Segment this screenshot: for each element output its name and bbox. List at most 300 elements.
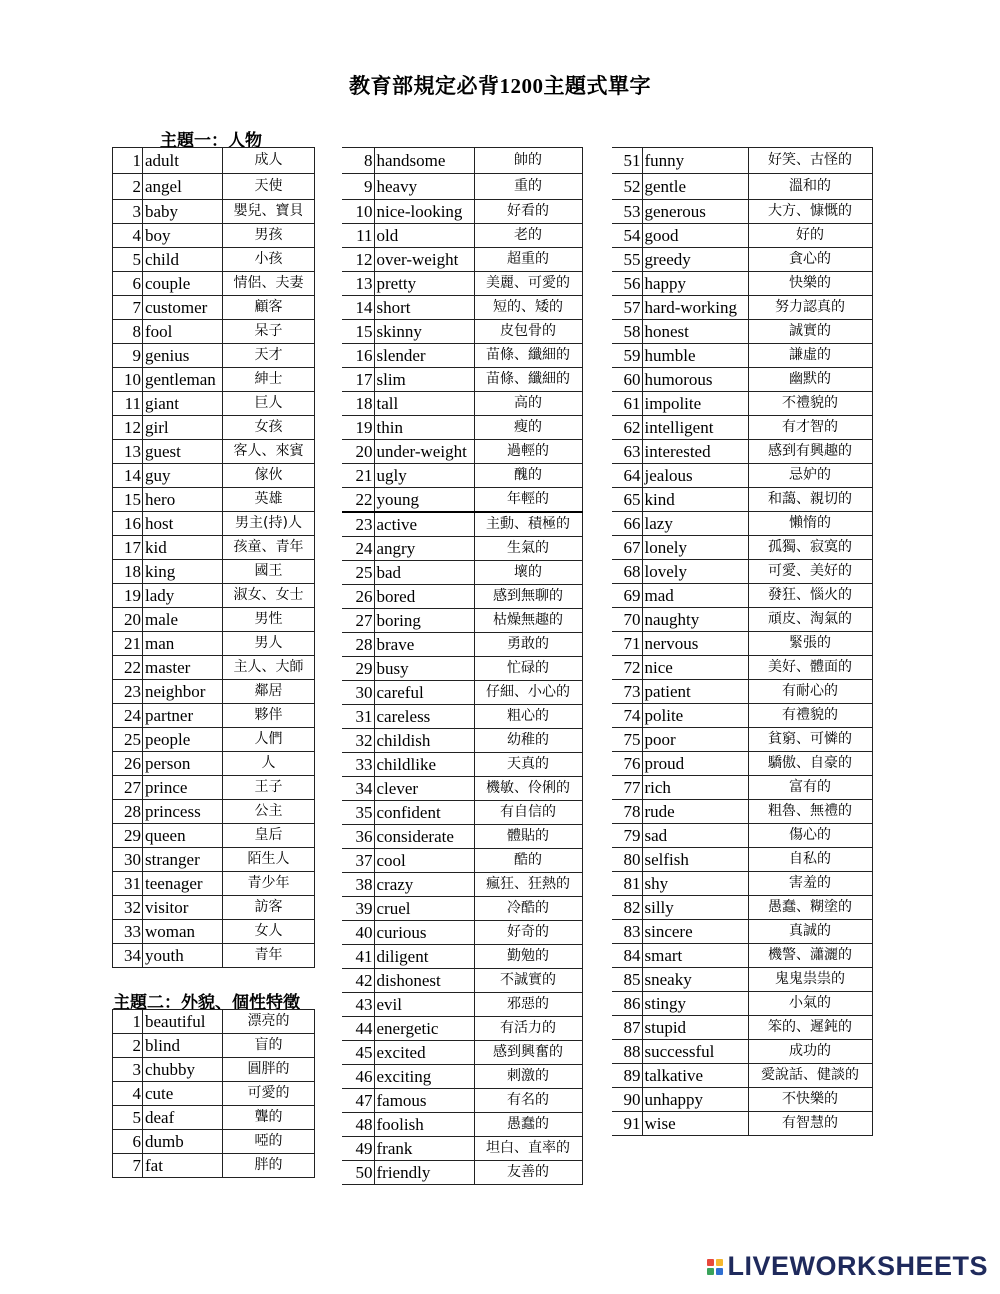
row-number: 20 [342,440,374,464]
row-number: 44 [342,1017,374,1041]
chinese-meaning: 陌生人 [223,848,315,872]
english-word: partner [143,704,223,728]
english-word: guy [143,464,223,488]
row-number: 30 [342,681,374,705]
table-row [612,1112,872,1136]
row-number: 64 [612,464,642,488]
row-number: 14 [342,296,374,320]
table-row [612,1040,872,1064]
row-number: 36 [342,825,374,849]
table-row [342,272,582,296]
english-word: humble [642,344,748,368]
chinese-meaning: 美麗、可愛的 [474,272,582,296]
row-number: 49 [342,1137,374,1161]
english-word: teenager [143,872,223,896]
row-number: 31 [342,705,374,729]
english-word: sad [642,824,748,848]
row-number: 38 [342,873,374,897]
chinese-meaning: 短的、矮的 [474,296,582,320]
chinese-meaning: 不快樂的 [748,1088,872,1112]
logo-square [716,1259,723,1266]
chinese-meaning: 愚蠢、糊塗的 [748,896,872,920]
chinese-meaning: 孤獨、寂寞的 [748,536,872,560]
chinese-meaning: 發狂、惱火的 [748,584,872,608]
english-word: childish [374,729,474,753]
chinese-meaning: 情侶、夫妻 [223,272,315,296]
row-number: 39 [342,897,374,921]
chinese-meaning: 天真的 [474,753,582,777]
english-word: over-weight [374,248,474,272]
table-row [342,248,582,272]
row-number: 22 [342,488,374,513]
english-word: stingy [642,992,748,1016]
english-word: happy [642,272,748,296]
english-word: hard-working [642,296,748,320]
row-number: 30 [113,848,143,872]
chinese-meaning: 有耐心的 [748,680,872,704]
liveworksheets-logo [707,1251,988,1282]
vocab-table-appearance-3 [612,147,873,1136]
chinese-meaning: 皇后 [223,824,315,848]
english-word: talkative [642,1064,748,1088]
english-word: skinny [374,320,474,344]
table-row [612,560,872,584]
english-word: tall [374,392,474,416]
chinese-meaning: 胖的 [223,1154,315,1178]
chinese-meaning: 王子 [223,776,315,800]
chinese-meaning: 可愛的 [223,1082,315,1106]
row-number: 6 [113,272,143,296]
row-number: 42 [342,969,374,993]
row-number: 14 [113,464,143,488]
chinese-meaning: 勇敢的 [474,633,582,657]
row-number: 3 [113,1058,143,1082]
chinese-meaning: 傢伙 [223,464,315,488]
table-row [113,944,315,968]
row-number: 12 [342,248,374,272]
english-word: person [143,752,223,776]
chinese-meaning: 夥伴 [223,704,315,728]
english-word: bored [374,585,474,609]
chinese-meaning: 害羞的 [748,872,872,896]
english-word: jealous [642,464,748,488]
table-row [612,488,872,512]
table-row [612,148,872,174]
chinese-meaning: 驕傲、自豪的 [748,752,872,776]
table-row [612,392,872,416]
table-row [113,320,315,344]
table-row [342,224,582,248]
table-row [342,993,582,1017]
chinese-meaning: 努力認真的 [748,296,872,320]
chinese-meaning: 好看的 [474,200,582,224]
english-word: slender [374,344,474,368]
row-number: 73 [612,680,642,704]
table-row [342,609,582,633]
row-number: 15 [342,320,374,344]
table-row [113,224,315,248]
table-row [612,464,872,488]
table-row [612,1088,872,1112]
chinese-meaning: 冷酷的 [474,897,582,921]
logo-mark-icon [707,1259,723,1275]
chinese-meaning: 友善的 [474,1161,582,1185]
english-word: rude [642,800,748,824]
english-word: childlike [374,753,474,777]
row-number: 35 [342,801,374,825]
row-number: 48 [342,1113,374,1137]
english-word: youth [143,944,223,968]
table-row [113,536,315,560]
table-row [342,368,582,392]
chinese-meaning: 誠實的 [748,320,872,344]
table-row [612,944,872,968]
table-row [342,1017,582,1041]
chinese-meaning: 主動、積極的 [474,512,582,537]
row-number: 63 [612,440,642,464]
row-number: 6 [113,1130,143,1154]
table-row [113,392,315,416]
table-row [113,800,315,824]
chinese-meaning: 粗心的 [474,705,582,729]
vocab-table-appearance-1 [112,1009,315,1178]
chinese-meaning: 好奇的 [474,921,582,945]
english-word: lazy [642,512,748,536]
row-number: 56 [612,272,642,296]
english-word: successful [642,1040,748,1064]
english-word: evil [374,993,474,1017]
chinese-meaning: 幼稚的 [474,729,582,753]
row-number: 61 [612,392,642,416]
chinese-meaning: 有活力的 [474,1017,582,1041]
row-number: 28 [113,800,143,824]
chinese-meaning: 天才 [223,344,315,368]
chinese-meaning: 超重的 [474,248,582,272]
chinese-meaning: 鬼鬼祟祟的 [748,968,872,992]
english-word: handsome [374,148,474,174]
table-row [612,968,872,992]
english-word: gentle [642,174,748,200]
table-row [342,561,582,585]
row-number: 3 [113,200,143,224]
chinese-meaning: 瘦的 [474,416,582,440]
english-word: neighbor [143,680,223,704]
row-number: 21 [342,464,374,488]
chinese-meaning: 英雄 [223,488,315,512]
chinese-meaning: 貧窮、可憐的 [748,728,872,752]
english-word: careless [374,705,474,729]
english-word: crazy [374,873,474,897]
english-word: master [143,656,223,680]
english-word: nervous [642,632,748,656]
chinese-meaning: 機警、瀟灑的 [748,944,872,968]
row-number: 33 [113,920,143,944]
table-row [113,608,315,632]
logo-square [707,1259,714,1266]
chinese-meaning: 青少年 [223,872,315,896]
chinese-meaning: 枯燥無趣的 [474,609,582,633]
english-word: fat [143,1154,223,1178]
table-row [342,1161,582,1185]
row-number: 66 [612,512,642,536]
english-word: short [374,296,474,320]
english-word: careful [374,681,474,705]
table-row [113,174,315,200]
table-row [113,920,315,944]
english-word: energetic [374,1017,474,1041]
table-row [612,800,872,824]
table-row [113,512,315,536]
english-word: polite [642,704,748,728]
row-number: 19 [342,416,374,440]
row-number: 10 [342,200,374,224]
row-number: 29 [113,824,143,848]
table-row [113,824,315,848]
chinese-meaning: 客人、來賓 [223,440,315,464]
row-number: 85 [612,968,642,992]
row-number: 76 [612,752,642,776]
row-number: 31 [113,872,143,896]
table-row [342,825,582,849]
english-word: selfish [642,848,748,872]
table-row [612,920,872,944]
table-row [612,704,872,728]
table-row [342,392,582,416]
row-number: 15 [113,488,143,512]
chinese-meaning: 忌妒的 [748,464,872,488]
chinese-meaning: 愛說話、健談的 [748,1064,872,1088]
row-number: 53 [612,200,642,224]
row-number: 40 [342,921,374,945]
row-number: 10 [113,368,143,392]
table-row [612,656,872,680]
row-number: 43 [342,993,374,1017]
english-word: honest [642,320,748,344]
table-row [342,174,582,200]
table-row [342,873,582,897]
chinese-meaning: 人們 [223,728,315,752]
chinese-meaning: 有名的 [474,1089,582,1113]
english-word: cruel [374,897,474,921]
chinese-meaning: 苗條、纖細的 [474,368,582,392]
table-row [612,1064,872,1088]
chinese-meaning: 真誠的 [748,920,872,944]
english-word: princess [143,800,223,824]
row-number: 45 [342,1041,374,1065]
chinese-meaning: 富有的 [748,776,872,800]
english-word: poor [642,728,748,752]
row-number: 86 [612,992,642,1016]
table-row [113,368,315,392]
row-number: 52 [612,174,642,200]
row-number: 26 [342,585,374,609]
chinese-meaning: 漂亮的 [223,1010,315,1034]
chinese-meaning: 傷心的 [748,824,872,848]
chinese-meaning: 女孩 [223,416,315,440]
row-number: 2 [113,1034,143,1058]
table-row [612,368,872,392]
row-number: 25 [113,728,143,752]
english-word: boy [143,224,223,248]
english-word: naughty [642,608,748,632]
row-number: 4 [113,1082,143,1106]
table-row [113,560,315,584]
english-word: young [374,488,474,513]
table-row [342,1041,582,1065]
row-number: 28 [342,633,374,657]
chinese-meaning: 男人 [223,632,315,656]
chinese-meaning: 小氣的 [748,992,872,1016]
english-word: cute [143,1082,223,1106]
english-word: old [374,224,474,248]
chinese-meaning: 過輕的 [474,440,582,464]
english-word: couple [143,272,223,296]
vocab-table-appearance-2 [342,147,583,1185]
logo-square [716,1268,723,1275]
english-word: curious [374,921,474,945]
english-word: famous [374,1089,474,1113]
english-word: friendly [374,1161,474,1185]
chinese-meaning: 自私的 [748,848,872,872]
english-word: slim [374,368,474,392]
table-row [342,537,582,561]
english-word: prince [143,776,223,800]
row-number: 79 [612,824,642,848]
table-row [612,512,872,536]
english-word: patient [642,680,748,704]
table-row [113,344,315,368]
table-row [342,440,582,464]
row-number: 74 [612,704,642,728]
chinese-meaning: 青年 [223,944,315,968]
chinese-meaning: 鄰居 [223,680,315,704]
chinese-meaning: 感到興奮的 [474,1041,582,1065]
table-row [113,896,315,920]
chinese-meaning: 酷的 [474,849,582,873]
english-word: cool [374,849,474,873]
chinese-meaning: 公主 [223,800,315,824]
table-row [113,200,315,224]
row-number: 72 [612,656,642,680]
row-number: 4 [113,224,143,248]
chinese-meaning: 男主(持)人 [223,512,315,536]
row-number: 26 [113,752,143,776]
english-word: people [143,728,223,752]
row-number: 71 [612,632,642,656]
row-number: 8 [113,320,143,344]
english-word: man [143,632,223,656]
table-row [612,248,872,272]
row-number: 27 [342,609,374,633]
row-number: 54 [612,224,642,248]
chinese-meaning: 邪惡的 [474,993,582,1017]
table-row [342,1113,582,1137]
english-word: greedy [642,248,748,272]
table-row [342,512,582,537]
row-number: 34 [342,777,374,801]
table-row [113,272,315,296]
table-row [612,824,872,848]
english-word: giant [143,392,223,416]
english-word: angel [143,174,223,200]
table-row [113,296,315,320]
english-word: mad [642,584,748,608]
table-row [342,849,582,873]
table-row [612,608,872,632]
table-row [342,729,582,753]
english-word: busy [374,657,474,681]
english-word: dishonest [374,969,474,993]
table-row [342,753,582,777]
row-number: 78 [612,800,642,824]
row-number: 5 [113,1106,143,1130]
row-number: 5 [113,248,143,272]
english-word: ugly [374,464,474,488]
row-number: 34 [113,944,143,968]
row-number: 16 [342,344,374,368]
chinese-meaning: 溫和的 [748,174,872,200]
chinese-meaning: 大方、慷慨的 [748,200,872,224]
english-word: confident [374,801,474,825]
chinese-meaning: 有才智的 [748,416,872,440]
english-word: lady [143,584,223,608]
chinese-meaning: 訪客 [223,896,315,920]
english-word: child [143,248,223,272]
chinese-meaning: 勤勉的 [474,945,582,969]
row-number: 18 [113,560,143,584]
table-row [612,992,872,1016]
table-row [342,777,582,801]
table-row [113,488,315,512]
chinese-meaning: 成功的 [748,1040,872,1064]
chinese-meaning: 有自信的 [474,801,582,825]
english-word: fool [143,320,223,344]
chinese-meaning: 嬰兒、寶貝 [223,200,315,224]
english-word: wise [642,1112,748,1136]
chinese-meaning: 年輕的 [474,488,582,513]
table-row [113,1034,315,1058]
english-word: woman [143,920,223,944]
chinese-meaning: 紳士 [223,368,315,392]
row-number: 89 [612,1064,642,1088]
table-row [342,969,582,993]
row-number: 9 [342,174,374,200]
table-row [113,1082,315,1106]
chinese-meaning: 高的 [474,392,582,416]
row-number: 37 [342,849,374,873]
row-number: 18 [342,392,374,416]
chinese-meaning: 天使 [223,174,315,200]
table-row [612,344,872,368]
row-number: 81 [612,872,642,896]
row-number: 17 [113,536,143,560]
chinese-meaning: 和藹、親切的 [748,488,872,512]
english-word: guest [143,440,223,464]
english-word: host [143,512,223,536]
table-row [612,416,872,440]
chinese-meaning: 老的 [474,224,582,248]
row-number: 46 [342,1065,374,1089]
english-word: dumb [143,1130,223,1154]
row-number: 20 [113,608,143,632]
english-word: considerate [374,825,474,849]
english-word: lovely [642,560,748,584]
english-word: stranger [143,848,223,872]
chinese-meaning: 謙虛的 [748,344,872,368]
row-number: 21 [113,632,143,656]
chinese-meaning: 巨人 [223,392,315,416]
row-number: 67 [612,536,642,560]
